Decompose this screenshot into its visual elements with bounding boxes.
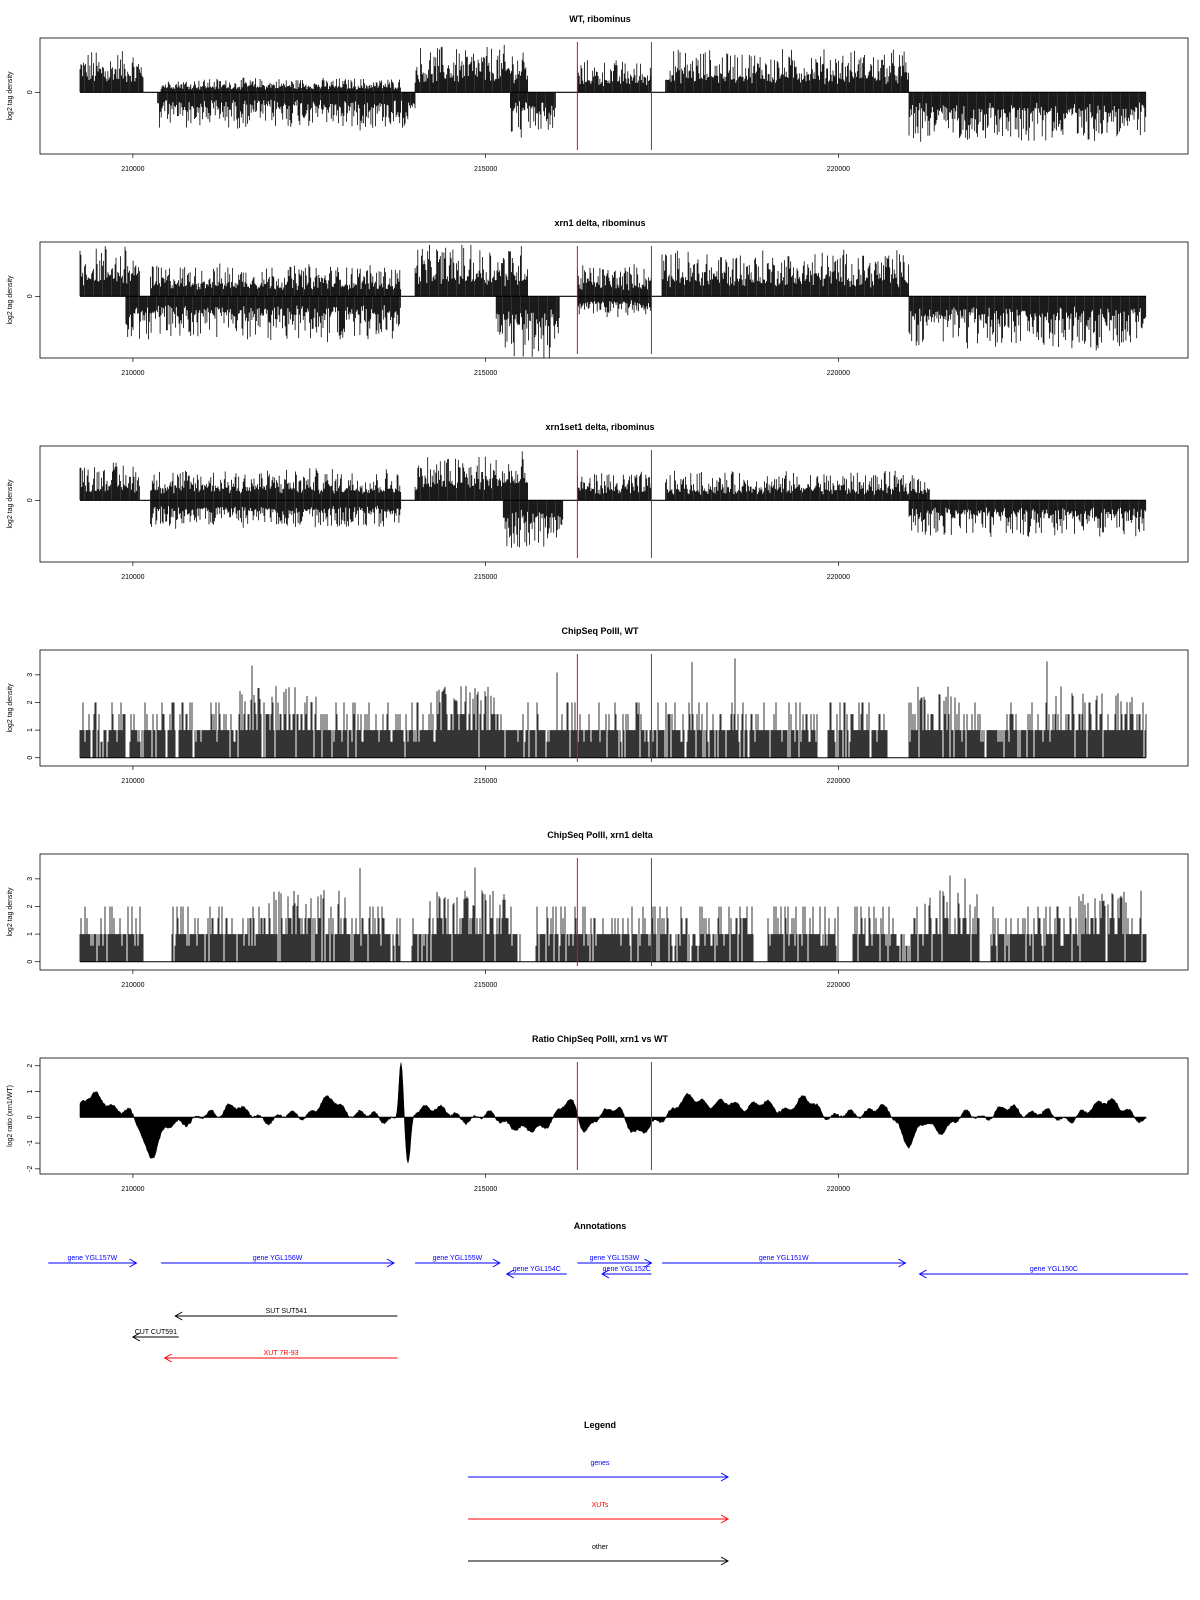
y-tick-label: 1 — [27, 1089, 34, 1094]
annotation-label: gene YGL156W — [252, 1255, 303, 1262]
density-bars — [80, 868, 1146, 962]
annotation-label: gene YGL157W — [67, 1255, 118, 1262]
track-data — [80, 658, 1146, 757]
annotation-label: gene YGL152C — [602, 1266, 651, 1273]
y-tick-label: -1 — [27, 1139, 34, 1147]
track-data — [80, 451, 1146, 547]
annotation-features — [48, 1255, 1188, 1362]
x-tick-label: 210000 — [121, 982, 145, 989]
x-tick-label: 215000 — [473, 370, 498, 377]
legend-genes — [468, 1460, 728, 1481]
annotation-label: gene YGL153W — [589, 1255, 640, 1262]
x-tick-label: 210000 — [121, 574, 145, 581]
annotation-label: SUT SUT541 — [265, 1308, 308, 1315]
x-tick-label: 215000 — [473, 1186, 498, 1193]
annotation-cut-cut591 — [133, 1329, 179, 1341]
annotation-gene-ygl156w — [161, 1255, 394, 1267]
annotation-xut-7r-93 — [165, 1350, 398, 1362]
track-data — [80, 45, 1146, 142]
annotation-label: XUT 7R-93 — [263, 1350, 299, 1357]
y-axis-label: log2 tag density — [7, 683, 14, 733]
x-tick-label: 220000 — [826, 982, 851, 989]
x-tick-label: 210000 — [121, 166, 145, 173]
x-tick-label: 215000 — [473, 574, 498, 581]
annotations-title: Annotations — [573, 1221, 627, 1231]
annotation-gene-ygl157w — [48, 1255, 136, 1267]
y-tick-label: 0 — [27, 959, 34, 964]
legend-title: Legend — [583, 1420, 617, 1430]
legend — [468, 1420, 728, 1565]
track-data — [80, 245, 1146, 358]
ratio-area — [80, 1063, 1146, 1163]
panel-title: WT, ribominus — [569, 14, 631, 24]
annotation-label: gene YGL151W — [758, 1255, 809, 1262]
x-tick-label: 220000 — [826, 166, 851, 173]
x-tick-label: 210000 — [121, 778, 145, 785]
annotation-label: gene YGL154C — [512, 1266, 561, 1273]
track-panel-2 — [7, 218, 1188, 377]
y-tick-label: 0 — [27, 1115, 34, 1120]
x-tick-label: 220000 — [826, 574, 851, 581]
track-panel-5 — [7, 830, 1188, 989]
annotations-panel — [48, 1221, 1188, 1362]
x-tick-label: 210000 — [121, 1186, 145, 1193]
y-axis-label: log2 ratio (xrn1/WT) — [7, 1085, 14, 1147]
annotation-sut-sut541 — [175, 1308, 397, 1320]
panel-title: xrn1set1 delta, ribominus — [545, 422, 655, 432]
y-tick-label: 1 — [27, 932, 34, 937]
track-panel-6 — [7, 1034, 1188, 1193]
track-data — [80, 1063, 1146, 1163]
legend-label: other — [592, 1544, 608, 1551]
x-tick-label: 220000 — [826, 1186, 851, 1193]
x-tick-label: 215000 — [473, 778, 498, 785]
y-axis-label: log2 tag density — [7, 479, 14, 529]
y-tick-label: 0 — [27, 498, 34, 503]
y-tick-label: 0 — [27, 294, 34, 299]
y-tick-label: 0 — [27, 90, 34, 95]
annotation-gene-ygl154c — [507, 1266, 567, 1278]
track-panel-3 — [7, 422, 1188, 581]
panel-title: ChipSeq PolII, xrn1 delta — [547, 830, 653, 840]
annotation-gene-ygl151w — [662, 1255, 905, 1267]
y-axis-label: log2 tag density — [7, 275, 14, 325]
density-bars — [80, 245, 1146, 358]
y-tick-label: 3 — [27, 876, 34, 881]
density-bars — [80, 658, 1146, 757]
track-panels — [7, 14, 1188, 1193]
legend-entries — [468, 1460, 728, 1565]
density-bars — [80, 451, 1146, 547]
legend-xuts — [468, 1502, 728, 1523]
y-tick-label: 2 — [27, 700, 34, 705]
x-tick-label: 210000 — [121, 370, 145, 377]
annotation-label: gene YGL155W — [432, 1255, 483, 1262]
density-bars — [80, 45, 1146, 142]
track-data — [80, 868, 1146, 962]
x-tick-label: 220000 — [826, 370, 851, 377]
x-tick-label: 220000 — [826, 778, 851, 785]
x-tick-label: 215000 — [473, 166, 498, 173]
annotation-gene-ygl150c — [920, 1266, 1189, 1278]
x-tick-label: 215000 — [473, 982, 498, 989]
panel-title: Ratio ChipSeq PolII, xrn1 vs WT — [531, 1034, 669, 1044]
track-panel-4 — [7, 626, 1188, 785]
legend-label: XUTs — [591, 1502, 609, 1509]
y-tick-label: 2 — [27, 904, 34, 909]
legend-label: genes — [590, 1460, 610, 1467]
annotation-gene-ygl152c — [602, 1266, 651, 1278]
annotation-label: gene YGL150C — [1029, 1266, 1079, 1273]
y-tick-label: 2 — [27, 1063, 34, 1068]
legend-other — [468, 1544, 728, 1565]
y-axis-label: log2 tag density — [7, 71, 14, 121]
y-tick-label: 3 — [27, 672, 34, 677]
panel-title: xrn1 delta, ribominus — [554, 218, 646, 228]
y-axis-label: log2 tag density — [7, 887, 14, 937]
panel-title: ChipSeq PolII, WT — [561, 626, 639, 636]
y-tick-label: 0 — [27, 755, 34, 760]
y-tick-label: 1 — [27, 728, 34, 733]
y-tick-label: -2 — [27, 1165, 34, 1172]
annotation-label: CUT CUT591 — [134, 1329, 177, 1336]
track-panel-1 — [7, 14, 1188, 173]
annotation-gene-ygl155w — [415, 1255, 500, 1267]
